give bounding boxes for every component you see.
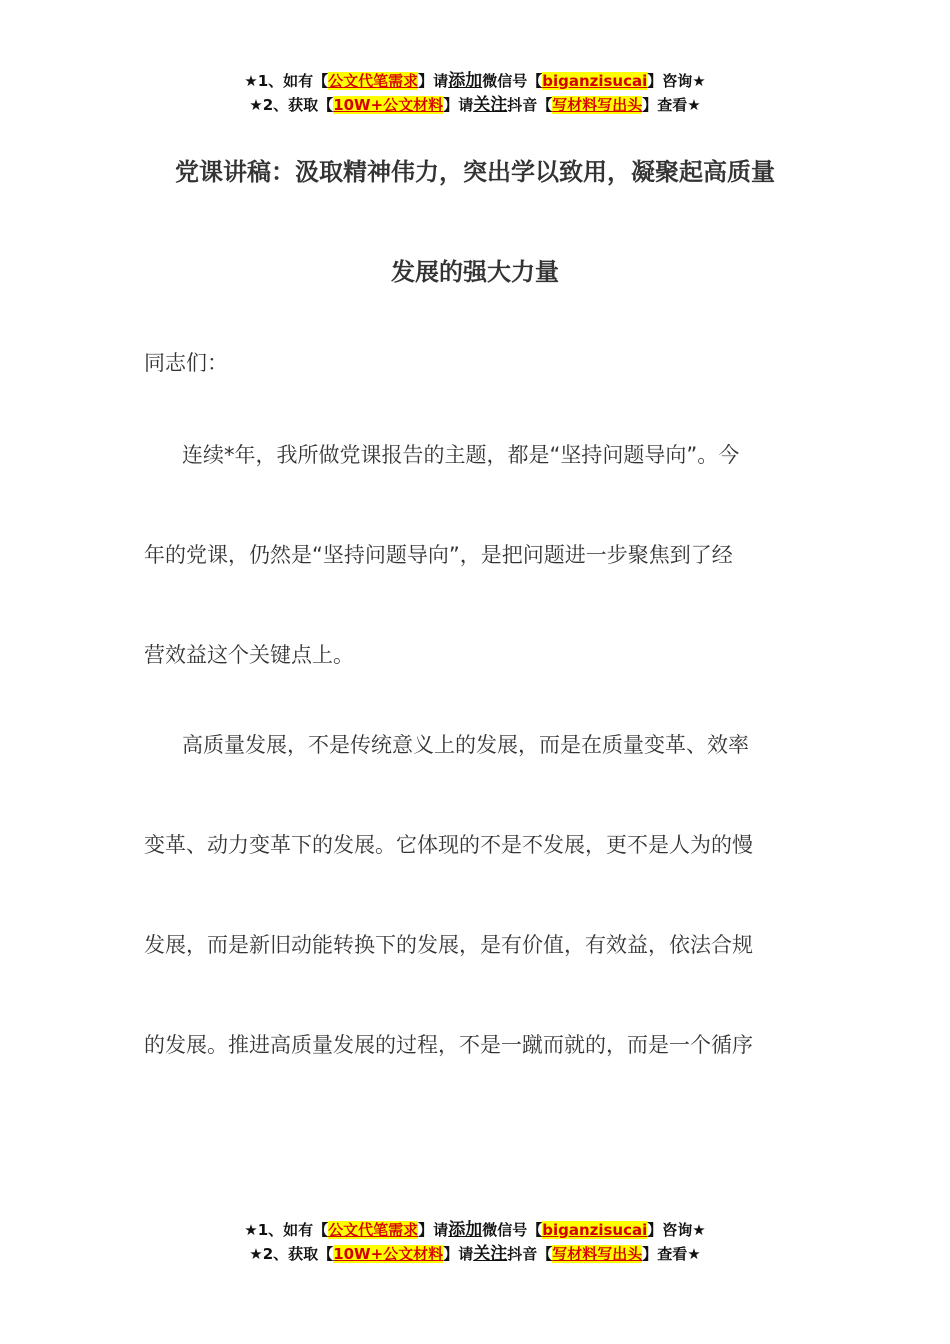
banner-line-2 xyxy=(0,93,950,117)
body-line: 营效益这个关键点上。 xyxy=(144,643,354,667)
body-line: 发展，而是新旧动能转换下的发展，是有价值，有效益，依法合规 xyxy=(144,933,753,957)
banner-highlight: 写材料写出头 xyxy=(552,1245,643,1263)
body-line: 高质量发展，不是传统意义上的发展，而是在质量变革、效率 xyxy=(182,733,749,757)
banner-text: 微信号【 xyxy=(482,72,543,90)
banner-highlight: 10W+公文材料 xyxy=(333,1245,444,1263)
body-line: 变革、动力变革下的发展。它体现的不是不发展，更不是人为的慢 xyxy=(144,833,753,857)
banner-text: 】请 xyxy=(418,1221,449,1239)
banner-text: 微信号【 xyxy=(482,1221,543,1239)
banner-highlight: biganzisucai xyxy=(542,72,648,90)
banner-text: ★1、如有【 xyxy=(244,1221,329,1239)
banner-text: 】咨询★ xyxy=(647,72,706,90)
body-line: 的发展。推进高质量发展的过程，不是一蹴而就的，而是一个循序 xyxy=(144,1033,753,1057)
body-line: 年的党课，仍然是“坚持问题导向”，是把问题进一步聚焦到了经 xyxy=(144,543,733,567)
salutation: 同志们： xyxy=(144,351,228,375)
banner-text: 抖音【 xyxy=(507,1245,553,1263)
document-title-line-1: 党课讲稿：汲取精神伟力，突出学以致用，凝聚起高质量 xyxy=(175,158,775,186)
banner-text: 】查看★ xyxy=(642,96,701,114)
body-line: 连续*年，我所做党课报告的主题，都是“坚持问题导向”。今 xyxy=(182,443,740,467)
banner-text: 】请 xyxy=(418,72,449,90)
banner-text: ★2、获取【 xyxy=(249,1245,334,1263)
banner-line-1 xyxy=(0,1218,950,1242)
banner-text: 】查看★ xyxy=(642,1245,701,1263)
banner-emphasis: 添加 xyxy=(448,71,483,91)
banner-line-1 xyxy=(0,69,950,93)
banner-text: 】请 xyxy=(443,1245,474,1263)
banner-text: ★2、获取【 xyxy=(249,96,334,114)
footer-banner xyxy=(0,1218,950,1266)
banner-line-2 xyxy=(0,1242,950,1266)
banner-text: ★1、如有【 xyxy=(244,72,329,90)
header-banner xyxy=(0,69,950,117)
banner-text: 】咨询★ xyxy=(647,1221,706,1239)
banner-highlight: 公文代笔需求 xyxy=(328,72,419,90)
banner-text: 抖音【 xyxy=(507,96,553,114)
document-title-line-2: 发展的强大力量 xyxy=(391,258,559,286)
banner-text: 】请 xyxy=(443,96,474,114)
banner-emphasis: 关注 xyxy=(473,1244,508,1264)
banner-emphasis: 关注 xyxy=(473,95,508,115)
banner-highlight: 公文代笔需求 xyxy=(328,1221,419,1239)
banner-highlight: 10W+公文材料 xyxy=(333,96,444,114)
banner-emphasis: 添加 xyxy=(448,1220,483,1240)
banner-highlight: 写材料写出头 xyxy=(552,96,643,114)
banner-highlight: biganzisucai xyxy=(542,1221,648,1239)
